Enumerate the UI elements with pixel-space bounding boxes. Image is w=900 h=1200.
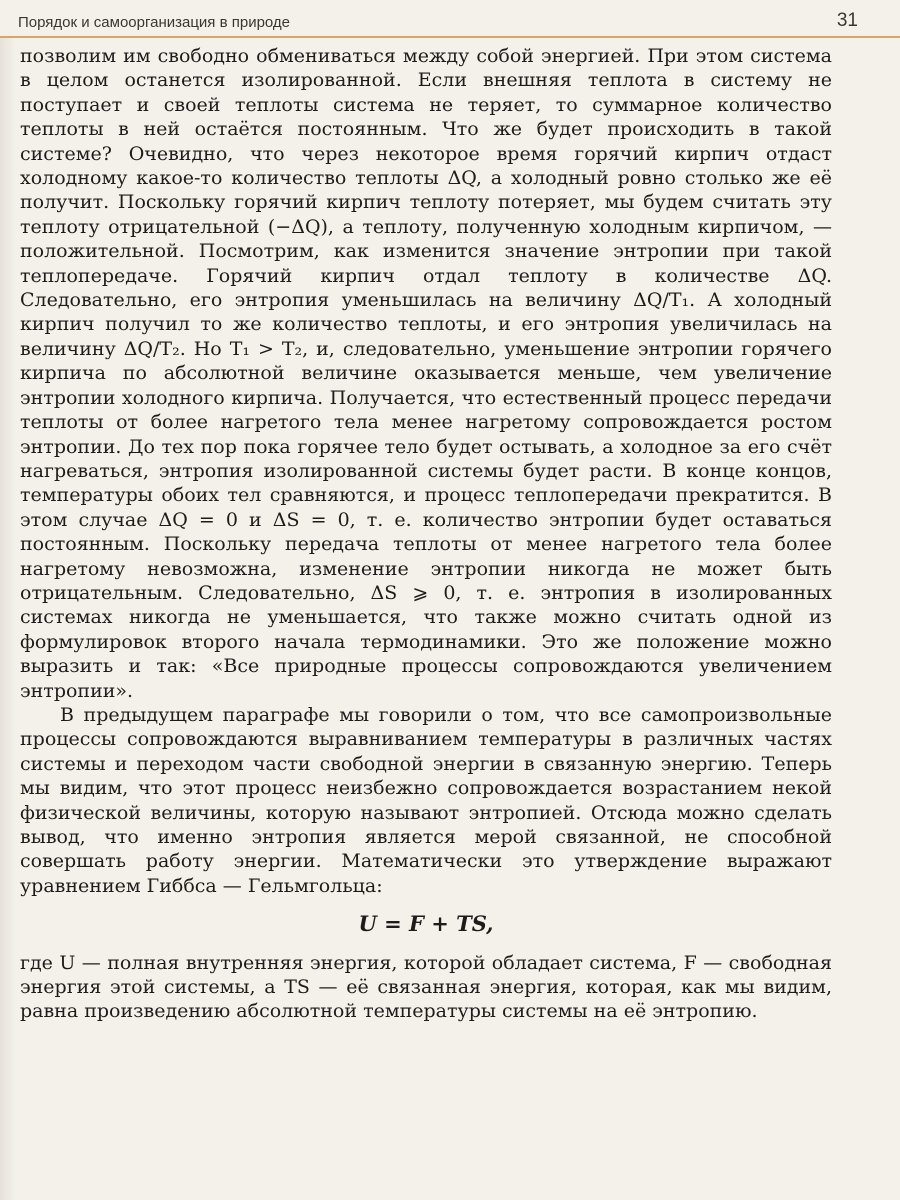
page-gutter-shadow [0, 38, 16, 1200]
paragraph-1: позволим им свободно обмениваться между собой энергией. При этом система в целом останется изолированной. Если внешняя теплота в систему не поступает и своей теплоты система не теряет, то суммарное количество теплоты в ней остаётся постоянным. Что же будет происходить в такой системе? Очевидно, что через некоторое время горячий кирпич отдаст холодному какое-то количество теплоты ΔQ, а холодный ровно столько же её получит. Поскольку горячий кирпич теплоту потеряет, мы будем считать эту теплоту отрицательной (−ΔQ), а теплоту, полученную холодным кирпичом, — положительной. Посмотрим, как изменится значение энтропии при такой теплопередаче. Горячий кирпич отдал теплоту в количестве ΔQ. Следовательно, его энтропия уменьшилась на величину ΔQ/T₁. А холодный кирпич получил то же количество теплоты, и его энтропия увеличилась на величину ΔQ/T₂. Но T₁ > T₂, и, следовательно, уменьшение энтропии горячего кирпича по абсолютной величине оказывается меньше, чем увеличение энтропии холодного кирпича. Получается, что естественный процесс передачи теплоты от более нагретого тела менее нагретому сопровождается ростом энтропии. До тех пор пока горячее тело будет остывать, а холодное за его счёт нагреваться, энтропия изолированной системы будет расти. В конце концов, температуры обоих тел сравняются, и процесс теплопередачи прекратится. В этом случае ΔQ = 0 и ΔS = 0, т. е. количество энтропии будет оставаться постоянным. Поскольку передача теплоты от менее нагретого тела более нагретому невозможна, изменение энтропии никогда не может быть отрицательным. Следовательно, ΔS ⩾ 0, т. е. энтропия в изолированных системах никогда не уменьшается, что также можно считать одной из формулировок второго начала термодинамики. Это же положение можно выразить и так: «Все природные процессы сопровождаются увеличением энтропии». [20, 45, 832, 702]
page-body [20, 44, 832, 1024]
paragraph-3: где U — полная внутренняя энергия, которой обладает система, F — свободная энергия этой системы, а TS — её связанная энергия, которая, как мы видим, равна произведению абсолютной температуры системы на её энтропию. [20, 951, 832, 1023]
page-number: 31 [836, 10, 858, 31]
gibbs-helmholtz-formula: U = F + TS, [358, 911, 494, 937]
paragraph-2: В предыдущем параграфе мы говорили о том, что все самопроизвольные процессы сопровождаются выравниванием температуры в различных частях системы и переходом части свободной энергии в связанную энергию. Теперь мы видим, что этот процесс неизбежно сопровождается возрастанием некой физической величины, которую называют энтропией. Отсюда можно сделать вывод, что именно энтропия является мерой связанной, не способной совершать работу энергии. Математически это утверждение выражают уравнением Гиббса — Гельмгольца: [20, 703, 832, 897]
chapter-title: Порядок и самоорганизация в природе [18, 14, 291, 31]
running-header [0, 0, 900, 38]
